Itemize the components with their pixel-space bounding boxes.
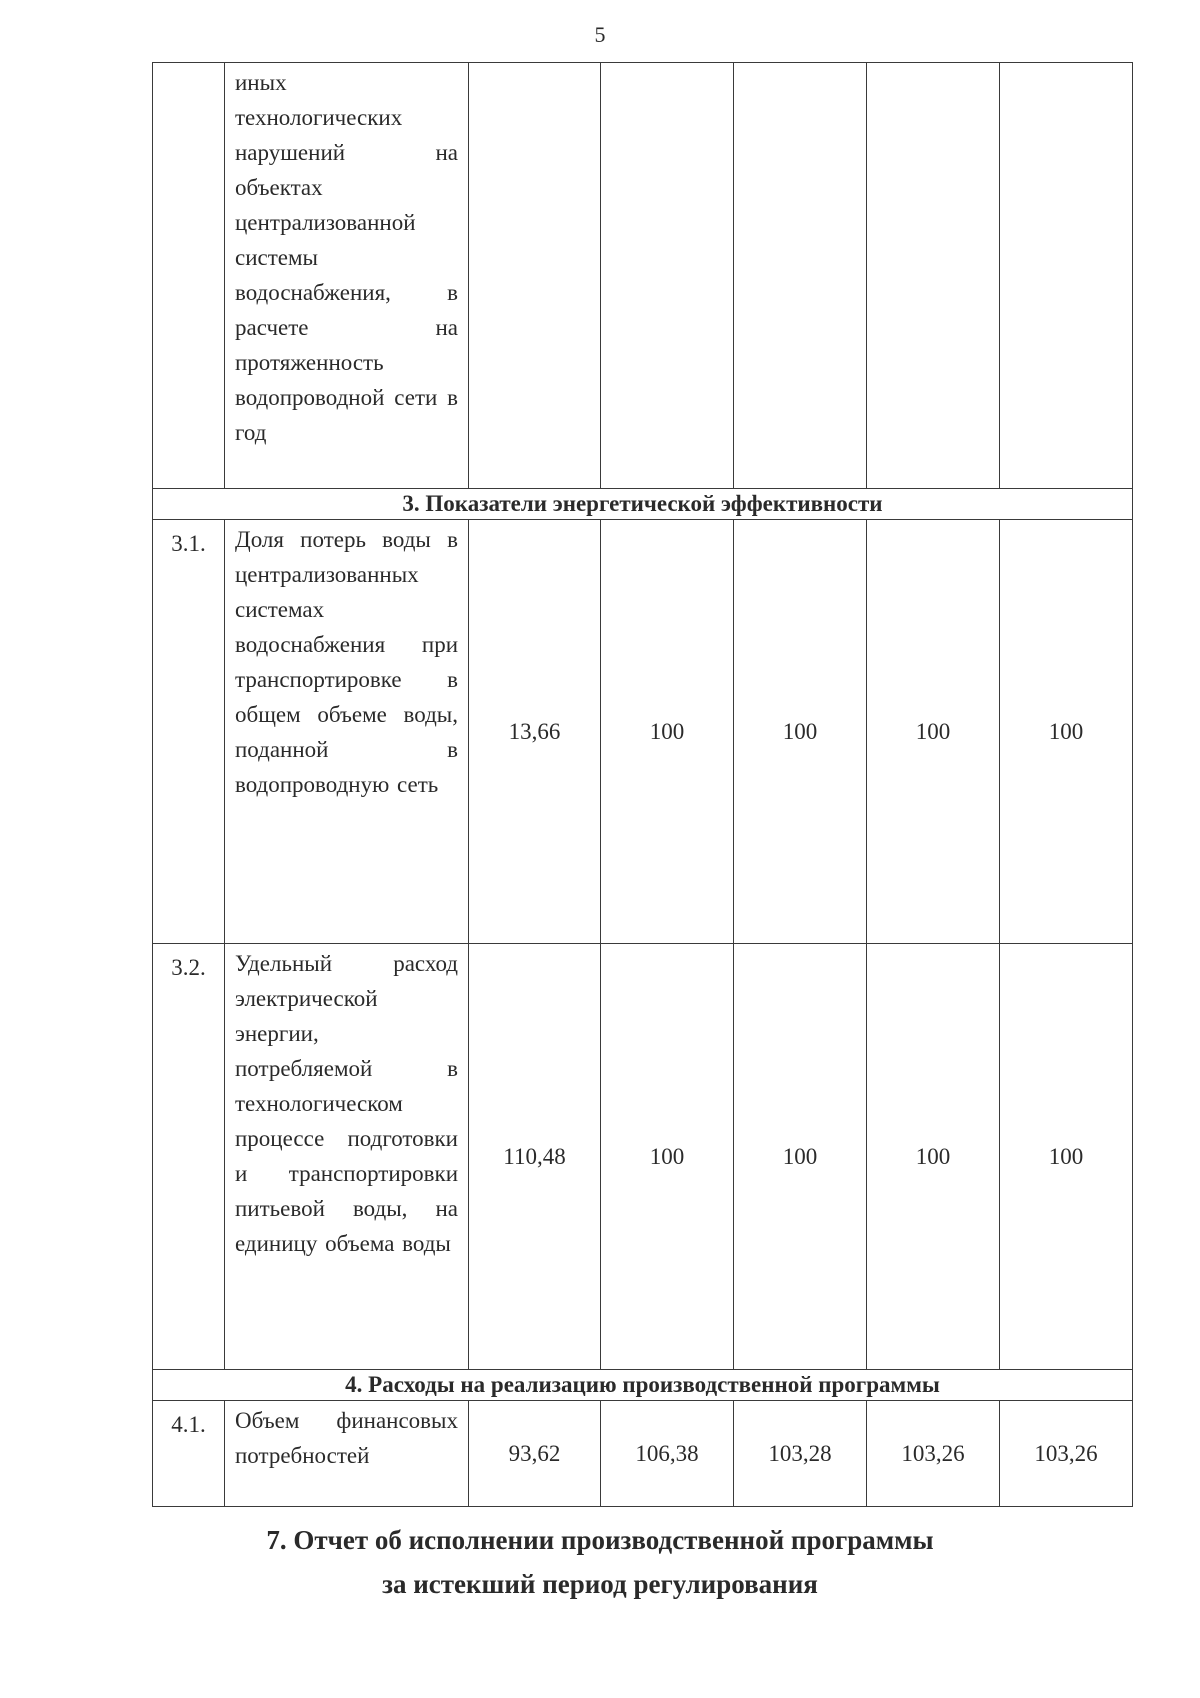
section-heading [0,1518,1200,1606]
value-cell: 100 [867,944,1000,1370]
section-title: 4. Расходы на реализацию производственной программы [153,1370,1133,1401]
row-description: Объем финансовых потребностей [225,1401,469,1507]
indicators-table [152,62,1133,1507]
value-cell: 100 [1000,520,1133,944]
value-cell: 93,62 [469,1401,601,1507]
row-number: 4.1. [153,1401,225,1507]
value-cell [867,63,1000,489]
section-header-row [153,489,1133,520]
value-cell: 100 [1000,944,1133,1370]
table-row [153,63,1133,489]
value-cell: 100 [601,944,734,1370]
value-cell: 100 [734,944,867,1370]
row-description: иных технологических нарушений на объектах централизованной системы водоснабжения, в расчете на протяженность водопроводной сети в год [225,63,469,489]
value-cell [601,63,734,489]
value-cell: 100 [601,520,734,944]
row-description: Удельный расход электрической энергии, потребляемой в технологическом процессе подготовки и транспортировки питьевой воды, на единицу объема воды [225,944,469,1370]
row-number: 3.2. [153,944,225,1370]
value-cell: 103,28 [734,1401,867,1507]
table-row [153,520,1133,944]
value-cell: 110,48 [469,944,601,1370]
value-cell [734,63,867,489]
row-description: Доля потерь воды в централизованных системах водоснабжения при транспортировке в общем объеме воды, поданной в водопроводную сеть [225,520,469,944]
table-row [153,944,1133,1370]
value-cell: 13,66 [469,520,601,944]
section-heading-line-1: 7. Отчет об исполнении производственной программы [266,1525,934,1555]
section-title: 3. Показатели энергетической эффективности [153,489,1133,520]
value-cell: 103,26 [867,1401,1000,1507]
page-number: 5 [594,22,606,47]
value-cell: 103,26 [1000,1401,1133,1507]
value-cell: 106,38 [601,1401,734,1507]
value-cell: 100 [734,520,867,944]
value-cell [1000,63,1133,489]
table-row [153,1401,1133,1507]
section-heading-line-2: за истекший период регулирования [382,1569,818,1599]
row-number: 3.1. [153,520,225,944]
row-number [153,63,225,489]
value-cell: 100 [867,520,1000,944]
section-header-row [153,1370,1133,1401]
value-cell [469,63,601,489]
